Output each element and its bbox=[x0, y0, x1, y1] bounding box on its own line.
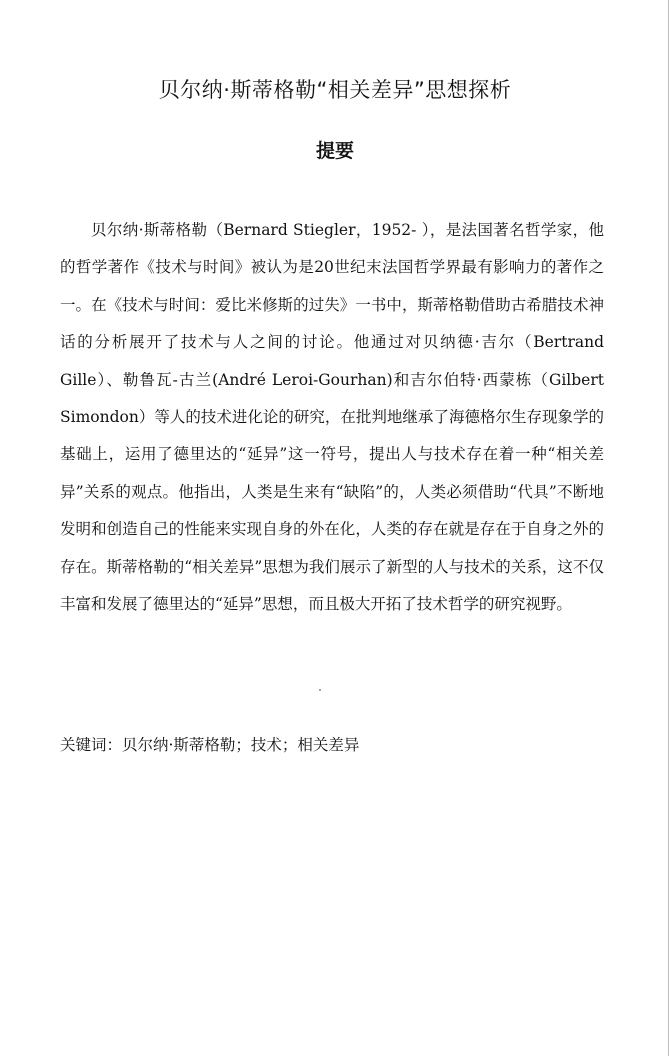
page-title: 贝尔纳·斯蒂格勒“相关差异”思想探析 bbox=[158, 78, 512, 102]
scan-speck bbox=[319, 689, 321, 691]
keywords-line: 关键词：贝尔纳·斯蒂格勒；技术；相关差异 bbox=[60, 736, 360, 754]
abstract-heading: 提要 bbox=[315, 140, 354, 162]
abstract-paragraph: 贝尔纳·斯蒂格勒（Bernard Stiegler，1952- ），是法国著名哲学家，他的哲学著作《技术与时间》被认为是20世纪末法国哲学界最有影响力的著作之一。在《技术与时间：爱比米修斯的过失》一书中，斯蒂格勒借助古希腊技术神话的分析展开了技术与人之间的讨论。他通过对贝纳德·吉尔（Bertrand Gille）、勒鲁瓦-古兰(André Leroi-Gourhan)和吉尔伯特·西蒙栋（Gilbert Simondon）等人的技术进化论的研究，在批判地继承了海德格尔生存现象学的基础上，运用了德里达的“延异”这一符号，提出人与技术存在着一种“相关差异”关系的观点。他指出，人类是生来有“缺陷”的，人类必须借助“代具”不断地发明和创造自己的性能来实现自身的外在化，人类的存在就是存在于自身之外的存在。斯蒂格勒的“相关差异”思想为我们展示了新型的人与技术的关系，这不仅丰富和发展了德里达的“延异”思想，而且极大开拓了技术哲学的研究视野。 bbox=[60, 221, 604, 614]
